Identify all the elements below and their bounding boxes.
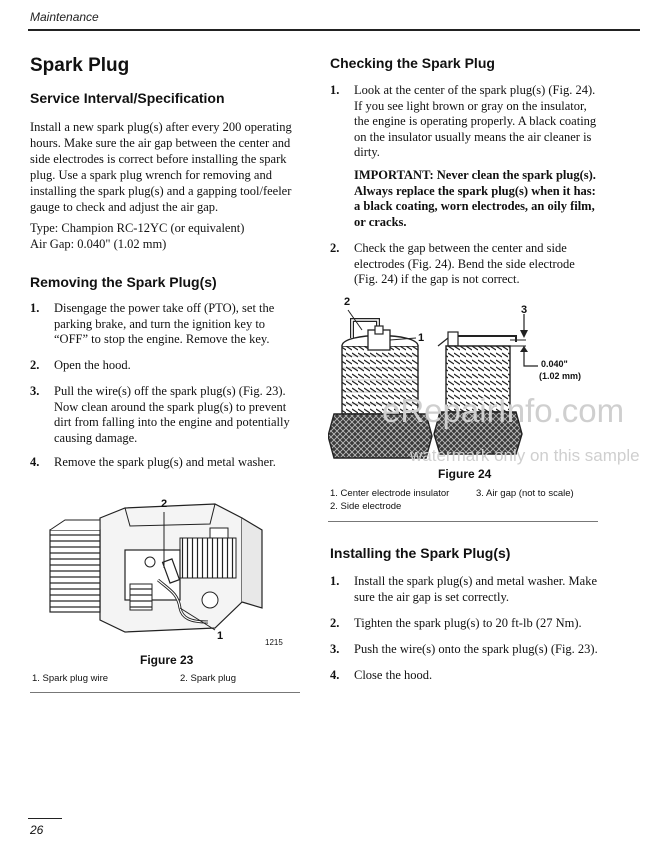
section-header: Maintenance bbox=[30, 10, 99, 24]
figure-24-callout-3: 3 bbox=[521, 304, 528, 316]
watermark-main: eRepairInfo.com bbox=[382, 392, 625, 429]
figure-24-gap-inch: 0.040" bbox=[541, 359, 568, 369]
figure-24-callout-2: 2 bbox=[344, 296, 351, 308]
page-number: 26 bbox=[30, 823, 44, 837]
step-line: Close the hood. bbox=[354, 668, 433, 682]
step-line: Now clean around the spark plug(s) to prevent bbox=[54, 399, 287, 414]
step-line: electrodes (Fig. 24). Bend the side electrode bbox=[354, 256, 575, 271]
service-paragraph bbox=[30, 119, 300, 215]
installing-heading: Installing the Spark Plug(s) bbox=[330, 545, 511, 561]
step-line: Check the gap between the center and side bbox=[354, 241, 567, 255]
figure-23-engine-illustration bbox=[30, 490, 300, 650]
figure-24-title: Figure 24 bbox=[438, 467, 492, 481]
service-line: side electrodes is correct before installing the spark bbox=[30, 152, 287, 166]
step-number: 3. bbox=[330, 642, 340, 656]
step-line: sure the air gap is set correctly. bbox=[354, 589, 510, 604]
step-number: 1. bbox=[330, 83, 340, 97]
installing-step-1 bbox=[330, 574, 600, 606]
removing-step-3 bbox=[30, 384, 300, 448]
important-line: IMPORTANT: Never clean the spark plug(s). bbox=[354, 168, 596, 182]
figure-24-caption-2: 2. Side electrode bbox=[330, 501, 402, 512]
figure-23-rule bbox=[30, 692, 300, 693]
watermark-sub: watermark only on this sample bbox=[410, 446, 640, 465]
step-line: Open the hood. bbox=[54, 358, 131, 372]
step-number: 2. bbox=[330, 241, 340, 255]
figure-23-callout-2: 2 bbox=[161, 498, 168, 510]
step-number: 2. bbox=[330, 616, 340, 630]
figure-24-callout-1: 1 bbox=[418, 332, 425, 344]
step-number: 4. bbox=[330, 668, 340, 682]
step-line: Remove the spark plug(s) and metal washer. bbox=[54, 455, 276, 469]
step-line: parking brake, and turn the ignition key to bbox=[54, 316, 266, 331]
figure-23-code: 1215 bbox=[265, 638, 283, 647]
figure-24-rule bbox=[328, 521, 598, 522]
step-line: dirty. bbox=[354, 145, 380, 159]
important-line: Always replace the spark plug(s) when it has: bbox=[354, 183, 596, 198]
step-line: (Fig. 24) if the gap is not correct. bbox=[354, 272, 520, 286]
installing-step-3 bbox=[330, 642, 600, 658]
figure-23-callout-1: 1 bbox=[217, 630, 224, 642]
service-line: hours. Make sure the air gap between the center and bbox=[30, 136, 291, 150]
checking-heading: Checking the Spark Plug bbox=[330, 55, 495, 71]
page-number-rule bbox=[28, 818, 62, 819]
service-line: gauge to check and adjust the air gap. bbox=[30, 200, 219, 214]
figure-24-gap-mm: (1.02 mm) bbox=[539, 371, 582, 381]
figure-24-caption-1: 1. Center electrode insulator bbox=[330, 488, 450, 499]
step-line: Tighten the spark plug(s) to 20 ft-lb (27 Nm). bbox=[354, 616, 582, 630]
service-line: plug. Use a spark plug wrench for removing and bbox=[30, 168, 272, 182]
step-line: “OFF” to stop the engine. Remove the key. bbox=[54, 332, 270, 346]
step-number: 1. bbox=[30, 301, 40, 315]
removing-heading: Removing the Spark Plug(s) bbox=[30, 274, 217, 290]
step-number: 1. bbox=[330, 574, 340, 588]
service-line: Install a new spark plug(s) after every 200 operating bbox=[30, 120, 292, 134]
step-number: 4. bbox=[30, 455, 40, 469]
important-line: or cracks. bbox=[354, 214, 407, 229]
page-title: Spark Plug bbox=[30, 55, 130, 76]
spec-type: Type: Champion RC-12YC (or equivalent) bbox=[30, 221, 245, 235]
step-line: If you see light brown or gray on the insulator, bbox=[354, 98, 587, 113]
checking-step-2 bbox=[330, 241, 600, 289]
spec-air-gap: Air Gap: 0.040" (1.02 mm) bbox=[30, 237, 167, 251]
header-rule bbox=[28, 29, 640, 31]
removing-step-2 bbox=[30, 358, 300, 374]
step-number: 3. bbox=[30, 384, 40, 398]
service-line: installing the spark plug(s) and a gapping tool/feeler bbox=[30, 184, 292, 198]
figure-24-caption-3: 3. Air gap (not to scale) bbox=[476, 488, 574, 499]
step-line: Look at the center of the spark plug(s) (Fig. 24). bbox=[354, 83, 596, 97]
step-line: causing damage. bbox=[54, 430, 138, 445]
step-number: 2. bbox=[30, 358, 40, 372]
step-line: dirt from falling into the engine and potentially bbox=[54, 415, 290, 429]
step-line: Disengage the power take off (PTO), set the bbox=[54, 301, 275, 315]
removing-step-4 bbox=[30, 455, 300, 471]
important-notice bbox=[354, 168, 604, 230]
step-line: Install the spark plug(s) and metal washer. Make bbox=[354, 574, 597, 588]
step-line: the engine is operating properly. A black coating bbox=[354, 114, 597, 128]
service-interval-heading: Service Interval/Specification bbox=[30, 90, 225, 106]
step-line: on the insulator usually means the air cleaner is bbox=[354, 129, 592, 144]
removing-step-1 bbox=[30, 301, 300, 349]
figure-23-caption-2: 2. Spark plug bbox=[180, 673, 236, 684]
checking-step-1 bbox=[330, 83, 600, 163]
installing-step-4 bbox=[330, 668, 600, 684]
important-line: a black coating, worn electrodes, an oily film, bbox=[354, 199, 595, 213]
figure-23-title: Figure 23 bbox=[140, 653, 194, 667]
installing-step-2 bbox=[330, 616, 600, 632]
step-line: Push the wire(s) onto the spark plug(s) (Fig. 23). bbox=[354, 642, 598, 656]
step-line: Pull the wire(s) off the spark plug(s) (Fig. 23). bbox=[54, 384, 286, 398]
figure-23-caption-1: 1. Spark plug wire bbox=[32, 673, 109, 684]
